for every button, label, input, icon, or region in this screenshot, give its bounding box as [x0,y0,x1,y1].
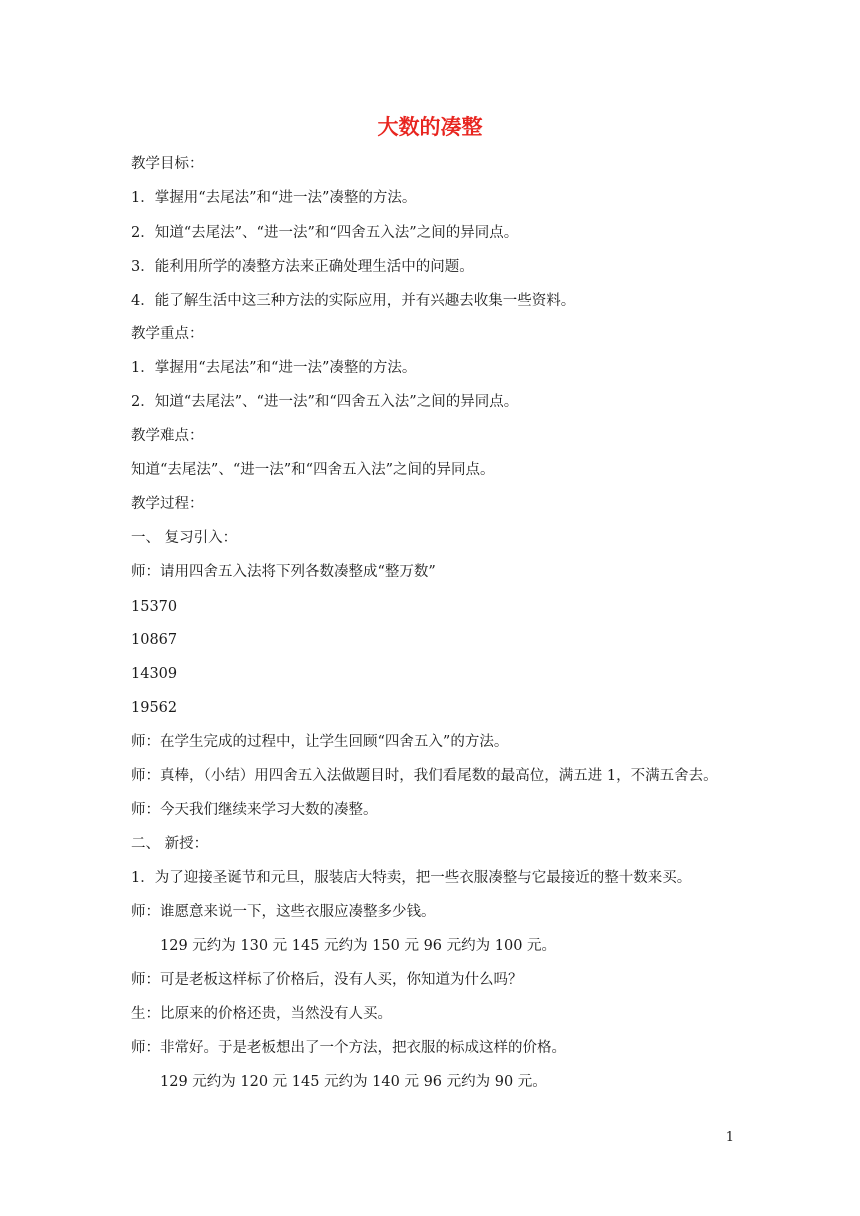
section-new-lesson-heading: 二、 新授： [131,836,209,852]
objective-item-1: 1．掌握用“去尾法”和“进一法”凑整的方法。 [131,190,417,206]
teacher-line: 师：请用四舍五入法将下列各数凑整成“整万数” [131,564,436,580]
number-item: 10867 [131,632,178,648]
price-example-line: 129 元约为 130 元 145 元约为 150 元 96 元约为 100 元。 [160,938,557,954]
student-line: 生：比原来的价格还贵，当然没有人买。 [131,1006,392,1022]
heading-difficulties: 教学难点： [131,428,204,444]
teacher-line: 师：今天我们继续来学习大数的凑整。 [131,802,378,818]
teacher-line: 师：非常好。于是老板想出了一个方法，把衣服的标成这样的价格。 [131,1040,566,1056]
teacher-line: 师：谁愿意来说一下，这些衣服应凑整多少钱。 [131,904,436,920]
teacher-line: 师：可是老板这样标了价格后，没有人买，你知道为什么吗？ [131,972,523,988]
teacher-line: 师：在学生完成的过程中，让学生回顾“四舍五入”的方法。 [131,734,509,750]
heading-teaching-objectives: 教学目标： [131,156,204,172]
page-number: 1 [725,1130,734,1145]
teacher-line: 师：真棒，（小结）用四舍五入法做题目时，我们看尾数的最高位，满五进 1，不满五舍去。 [131,768,718,784]
number-item: 19562 [131,700,178,716]
heading-teaching-process: 教学过程： [131,496,204,512]
document-title: 大数的凑整 [377,114,483,139]
lesson-item-1: 1．为了迎接圣诞节和元旦，服装店大特卖，把一些衣服凑整与它最接近的整十数来买。 [131,870,692,886]
objective-item-4: 4．能了解生活中这三种方法的实际应用，并有兴趣去收集一些资料。 [131,293,576,309]
difficulty-text: 知道“去尾法”、“进一法”和“四舍五入法”之间的异同点。 [131,462,495,478]
number-item: 15370 [131,599,178,615]
key-point-item-2: 2．知道“去尾法”、“进一法”和“四舍五入法”之间的异同点。 [131,394,519,410]
objective-item-2: 2．知道“去尾法”、“进一法”和“四舍五入法”之间的异同点。 [131,225,519,241]
heading-key-points: 教学重点： [131,326,204,342]
key-point-item-1: 1．掌握用“去尾法”和“进一法”凑整的方法。 [131,360,417,376]
section-review-heading: 一、 复习引入： [131,530,238,546]
price-example-line: 129 元约为 120 元 145 元约为 140 元 96 元约为 90 元。 [160,1074,547,1090]
number-item: 14309 [131,666,178,682]
objective-item-3: 3．能利用所学的凑整方法来正确处理生活中的问题。 [131,259,474,275]
